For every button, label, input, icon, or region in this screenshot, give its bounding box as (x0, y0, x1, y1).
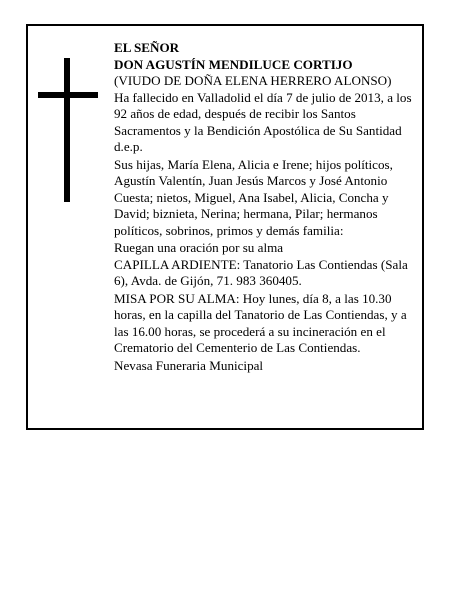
funeral-home: Nevasa Funeraria Municipal (114, 357, 264, 373)
widower-line: (VIUDO DE DOÑA ELENA HERRERO ALONSO) (114, 73, 392, 88)
chapel-paragraph: CAPILLA ARDIENTE: Tanatorio Las Contiendas (Sala 6), Avda. de Gijón, 71. 983 360405. (114, 256, 408, 288)
family-paragraph: Sus hijas, María Elena, Alicia e Irene; hijos políticos, Agustín Valentín, Juan Jesús Marcos y José Antonio Cuesta; nietos, Miguel, Ana Isabel, Alicia, Concha y David; biznieta, Nerina; hermana, Pilar; hermanos políticos, sobrinos, primos y demás familia: (114, 156, 393, 238)
rip-line: d.e.p. (114, 139, 143, 154)
cross-vertical-bar (64, 58, 70, 202)
death-paragraph: Ha fallecido en Valladolid el día 7 de julio de 2013, a los 92 años de edad, después de recibir los Santos Sacramentos y la Bendición Apostólica de Su Santidad (114, 89, 412, 138)
cross-horizontal-bar (38, 92, 98, 98)
mass-paragraph: MISA POR SU ALMA: Hoy lunes, día 8, a las 10.30 horas, en la capilla del Tanatorio de Las Contiendas, y a las 16.00 horas, se procederá a su incineración en el Crematorio del Cementerio de Las Contiendas. (114, 290, 407, 355)
deceased-name: DON AGUSTÍN MENDILUCE CORTIJO (114, 56, 353, 72)
heading-title: EL SEÑOR (114, 40, 180, 55)
cross-icon (38, 58, 98, 202)
obituary-notice (26, 24, 424, 430)
prayer-request: Ruegan una oración por su alma (114, 240, 284, 255)
notice-text (114, 40, 418, 374)
